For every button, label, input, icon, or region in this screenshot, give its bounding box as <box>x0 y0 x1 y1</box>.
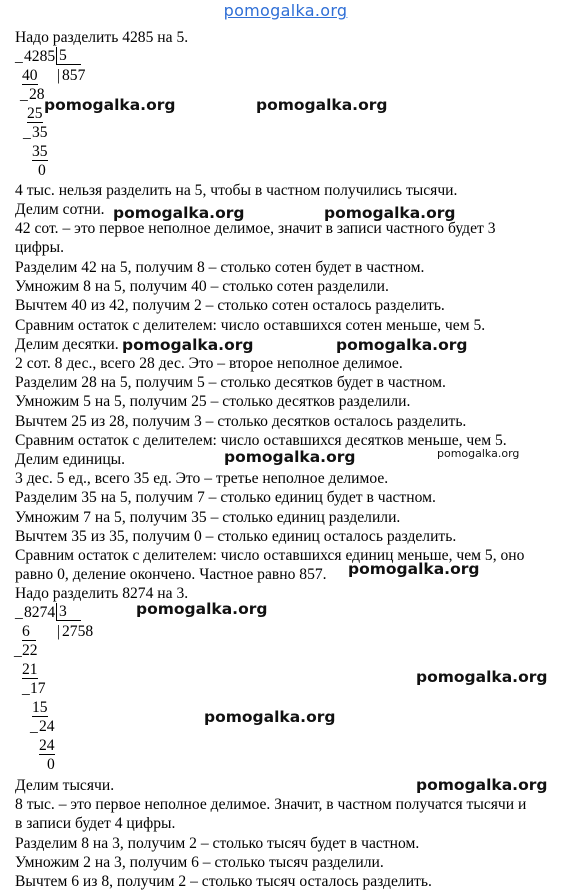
explanation-line: Умножим 7 на 5, получим 35 – столько единиц разделили. <box>15 509 401 526</box>
division-step: 28 <box>29 86 45 103</box>
explanation-line: 8 тыс. – это первое неполное делимое. Значит, в частном получатся тысячи и <box>15 796 527 813</box>
explanation-line: цифры. <box>15 239 64 256</box>
explanation-line: Делим единицы. <box>15 451 126 468</box>
explanation-line: Разделим 28 на 5, получим 5 – столько десятков будет в частном. <box>15 374 446 391</box>
quotient-bar: | <box>57 623 61 640</box>
minus-sign: _ <box>30 718 38 735</box>
watermark: pomogalka.org <box>348 560 480 578</box>
quotient: 857 <box>62 67 86 84</box>
minus-sign: _ <box>23 124 31 141</box>
dividend: 4285 <box>24 48 56 65</box>
watermark: pomogalka.org <box>256 96 388 114</box>
explanation-line: в записи будет 4 цифры. <box>15 815 176 832</box>
explanation-line: 2 сот. 8 дес., всего 28 дес. Это – второе неполное делимое. <box>15 355 403 372</box>
explanation-line: Вычтем 40 из 42, получим 2 – столько сотен осталось разделить. <box>15 297 445 314</box>
division-step: 15 <box>32 699 48 716</box>
division-remainder: 0 <box>47 756 55 773</box>
watermark: pomogalka.org <box>136 600 268 618</box>
minus-sign: _ <box>15 48 23 65</box>
division-step: 22 <box>22 642 38 659</box>
minus-sign: _ <box>15 604 23 621</box>
explanation-line: Сравним остаток с делителем: число оставшихся единиц меньше, чем 5, оно <box>15 547 525 564</box>
dividend: 8274 <box>24 604 56 621</box>
watermark: pomogalka.org <box>336 336 468 354</box>
watermark: pomogalka.org <box>122 336 254 354</box>
watermark: pomogalka.org <box>224 448 356 466</box>
explanation-line: 4 тыс. нельзя разделить на 5, чтобы в частном получились тысячи. <box>15 182 458 199</box>
explanation-line: Умножим 8 на 5, получим 40 – столько сотен разделили. <box>15 278 389 295</box>
division-step: 40 <box>22 67 38 84</box>
quotient-bar: | <box>57 67 61 84</box>
quotient: 2758 <box>62 623 94 640</box>
division-step: 6 <box>22 624 36 641</box>
explanation-line: 42 сот. – это первое неполное делимое, значит в записи частного будет 3 <box>15 220 496 237</box>
watermark: pomogalka.org <box>113 204 245 222</box>
explanation-line: Сравним остаток с делителем: число оставшихся десятков меньше, чем 5. <box>15 432 507 449</box>
division-remainder: 0 <box>38 162 46 179</box>
division-step: 24 <box>39 737 55 754</box>
division-step: 24 <box>39 718 55 735</box>
divisor: 5 <box>56 47 81 65</box>
minus-sign: _ <box>22 680 30 697</box>
watermark: pomogalka.org <box>416 776 548 794</box>
watermark: pomogalka.org <box>44 96 176 114</box>
explanation-line: Разделим 8 на 3, получим 2 – столько тысяч будет в частном. <box>15 835 420 852</box>
explanation-line: Умножим 2 на 3, получим 6 – столько тысяч разделили. <box>15 854 384 871</box>
division-step: 17 <box>30 680 46 697</box>
explanation-line: Умножим 5 на 5, получим 25 – столько десятков разделили. <box>15 393 411 410</box>
division-step: 35 <box>32 124 48 141</box>
explanation-line: Вычтем 6 из 8, получим 2 – столько тысяч осталось разделить. <box>15 873 432 890</box>
watermark: pomogalka.org <box>204 708 336 726</box>
watermark: pomogalka.org <box>437 447 520 460</box>
explanation-line: Сравним остаток с делителем: число оставшихся сотен меньше, чем 5. <box>15 317 486 334</box>
problem1-statement: Надо разделить 4285 на 5. <box>15 29 189 46</box>
watermark: pomogalka.org <box>416 668 548 686</box>
division-step: 21 <box>22 661 38 678</box>
explanation-line: равно 0, деление окончено. Частное равно 857. <box>15 566 327 583</box>
explanation-line: Разделим 42 на 5, получим 8 – столько сотен будет в частном. <box>15 259 425 276</box>
explanation-line: Делим десятки. <box>15 336 119 353</box>
minus-sign: _ <box>20 86 28 103</box>
explanation-line: Вычтем 25 из 28, получим 3 – столько десятков осталось разделить. <box>15 413 467 430</box>
explanation-line: 3 дес. 5 ед., всего 35 ед. Это – третье неполное делимое. <box>15 470 389 487</box>
watermark: pomogalka.org <box>324 204 456 222</box>
divisor: 3 <box>56 603 81 621</box>
problem2-statement: Надо разделить 8274 на 3. <box>15 585 189 602</box>
minus-sign: _ <box>14 642 22 659</box>
site-header-link[interactable]: pomogalka.org <box>223 1 348 20</box>
division-step: 25 <box>27 105 43 122</box>
explanation-line: Разделим 35 на 5, получим 7 – столько единиц будет в частном. <box>15 489 436 506</box>
explanation-line: Вычтем 35 из 35, получим 0 – столько единиц осталось разделить. <box>15 528 457 545</box>
explanation-line: Делим сотни. <box>15 201 105 218</box>
division-step: 35 <box>32 143 48 160</box>
explanation-line: Делим тысячи. <box>15 777 115 794</box>
